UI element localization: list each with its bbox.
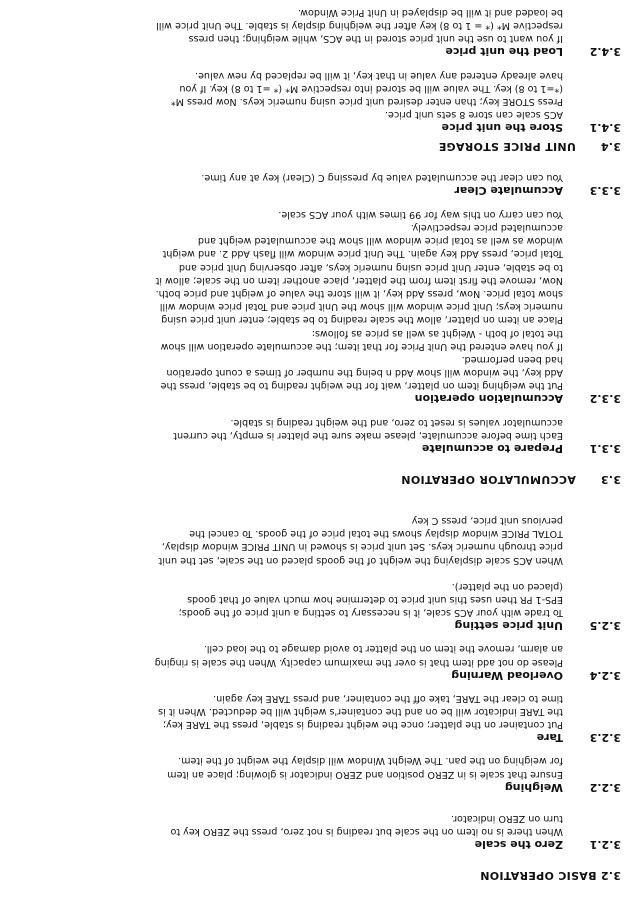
- body-line: Please do not add item that is over the maximum capacity. When the scale is ringing: [154, 656, 563, 668]
- subsection-body: [21, 415, 621, 441]
- subsection-heading: Accumulation operation: [414, 392, 563, 406]
- subsection-number: 3.4.1: [589, 121, 621, 135]
- subsection-unit-price-setting: [21, 514, 621, 632]
- body-line: Place an item on platter, allow the scale reading to be stable; enter unit price using: [161, 314, 563, 326]
- body-line: EPS-1 PR then uses this unit price to determine how much value of that goods: [187, 593, 563, 605]
- body-line: accumulated price respectively.: [410, 221, 563, 233]
- subsection-number: 3.2.3: [589, 731, 621, 745]
- body-line: You can carry on this way for 99 times with your ACS scale.: [278, 208, 563, 220]
- subsection-body: [21, 514, 621, 619]
- subsection-tare: [21, 692, 621, 745]
- subsection-heading: Accumulate Clear: [454, 184, 563, 198]
- body-line: Put the weighing item on platter, wait for the weight reading to be stable, press the: [160, 380, 563, 392]
- body-line: Each time before accumulate, please make sure the platter is empty, the current: [173, 429, 563, 441]
- body-line: show total price. Now, press Add key, it will store the value of weight and price both.: [155, 287, 563, 299]
- section-accumulator-operation: [21, 171, 621, 485]
- subsection-body: [21, 754, 621, 780]
- section-basic-operation: [21, 514, 621, 882]
- subsection-body: [21, 692, 621, 732]
- subsection-number: 3.3.1: [589, 441, 621, 455]
- body-line: You can clear the accumulated value by pressing C (Clear) key at any time.: [201, 172, 563, 184]
- body-line: If you want to use the unit price stored in the ACS, while weighing; then press: [188, 33, 563, 45]
- subsection-heading: Unit price setting: [454, 619, 563, 633]
- section-title: 3.2 BASIC OPERATION: [479, 869, 621, 882]
- body-line: Add key, the window will show Add n being the number of times a count operation: [166, 367, 563, 379]
- subsection-number: 3.2.1: [589, 838, 621, 851]
- body-line: TOTAL PRICE window display shows the total price of the goods. To cancel the: [189, 528, 563, 540]
- body-line: window as well as total price window will show the accumulated weight and: [197, 235, 563, 247]
- subsection-number: 3.4.2: [589, 45, 621, 59]
- body-line: pervious unit price, press C key: [411, 514, 563, 526]
- body-line: Now, remove the first item from the platter, place another item on the scale; allow it: [155, 274, 563, 286]
- body-line: accumulator values is reset to zero, and the weight reading is stable.: [230, 416, 563, 428]
- subsection-accumulate-clear: [21, 171, 621, 197]
- subsection-heading: Store the unit price: [441, 121, 563, 135]
- body-line: ACS scale can store 8 sets unit price.: [384, 109, 563, 121]
- section-title: 3.3 ACCUMULATOR OPERATION: [401, 472, 621, 486]
- subsection-number: 3.2.2: [589, 780, 621, 794]
- body-line: Ensure that scale is in ZERO position and ZERO indicator is glowing; place an item: [167, 768, 563, 780]
- subsection-heading: Prepare to accumulate: [421, 441, 563, 455]
- subsection-store-the-unit-price: [21, 68, 621, 134]
- subsection-number: 3.2.4: [589, 668, 621, 682]
- subsection-overload-warning: [21, 642, 621, 681]
- body-line: numeric keys; Unit price window will show the Unit price and Total price window will: [159, 301, 563, 313]
- subsection-load-the-unit-price: [21, 6, 621, 59]
- body-line: [21, 567, 563, 580]
- body-line: Press STORE key; than enter desired unit price using numeric keys. Now press M*: [170, 96, 563, 108]
- body-line: for weighing on the pan. The Weight Window will display the weight of the item.: [178, 755, 563, 767]
- subsection-zero-the-scale: [21, 812, 621, 851]
- body-line: Total price, press Add key again. The Unit price window will flash Add 2. and weight: [162, 248, 563, 260]
- body-line: When ACS scale displaying the weight of the goods placed on the scale, set the unit: [158, 554, 563, 566]
- body-line: respective M* (* = 1 to 8) key after the weighing display is stable. The Unit price will: [156, 20, 563, 32]
- section-unit-price-storage: [21, 6, 621, 153]
- subsection-weighing: [21, 754, 621, 793]
- subsection-prepare-to-accumulate: [21, 415, 621, 454]
- body-line: (*=1 to 8) key. The value will be stored into respective M* (* =1 to 8) key. If you: [179, 82, 563, 94]
- subsection-heading: Weighing: [504, 780, 563, 794]
- body-line: the total of both - Weight as well as price as follows:: [311, 327, 563, 339]
- body-line: an alarm, remove the item on the platter to avoid damage to the load cell.: [203, 643, 563, 655]
- subsection-body: [21, 642, 621, 668]
- subsection-body: [21, 171, 621, 184]
- body-line: turn on ZERO indicator.: [450, 812, 563, 824]
- body-line: the TARE indicator will be on and the container's weight will be deducted. When it is: [158, 705, 563, 717]
- subsection-number: 3.2.5: [589, 619, 621, 633]
- section-title: 3.4 UNIT PRICE STORAGE: [438, 140, 621, 154]
- body-line: to be stable, enter Unit price using numeric keys, after observing Unit price and: [178, 261, 563, 273]
- body-line: be loaded and it will be displayed in Unit Price Window.: [297, 7, 563, 19]
- subsection-heading: Overload Warning: [451, 668, 563, 682]
- body-line: price through numeric keys. Set unit price is showed in UNIT PRICE window display,: [161, 541, 563, 553]
- subsection-body: [21, 208, 621, 393]
- body-line: time to clear the TARE, take off the container, and press TARE key again.: [213, 692, 563, 704]
- body-line: had been performed.: [461, 353, 563, 365]
- body-line: When there is no item on the scale but reading is not zero, press the ZERO key to: [170, 826, 563, 837]
- body-line: (placed on the platter).: [451, 580, 563, 592]
- subsection-body: [21, 68, 621, 121]
- subsection-number: 3.3.3: [589, 184, 621, 198]
- page-content: [21, 0, 621, 882]
- subsection-heading: Tare: [536, 731, 563, 745]
- subsection-body: [21, 812, 621, 838]
- subsection-body: [21, 6, 621, 46]
- body-line: If you have entered the Unit Price for that item; the accumulate operation will show: [160, 340, 563, 352]
- subsection-heading: Zero the scale: [474, 838, 563, 851]
- body-line: Put container on the platter; once the weight reading is stable, press the TARE key;: [162, 719, 563, 731]
- subsection-heading: Load the unit price: [445, 45, 563, 59]
- subsection-number: 3.3.2: [589, 392, 621, 406]
- subsection-accumulation-operation: [21, 208, 621, 406]
- body-line: have already entered any value in that key, it will be replaced by new value.: [195, 69, 563, 81]
- body-line: To trade with your ACS scale, it is necessary to setting a unit price of the goods;: [178, 607, 563, 619]
